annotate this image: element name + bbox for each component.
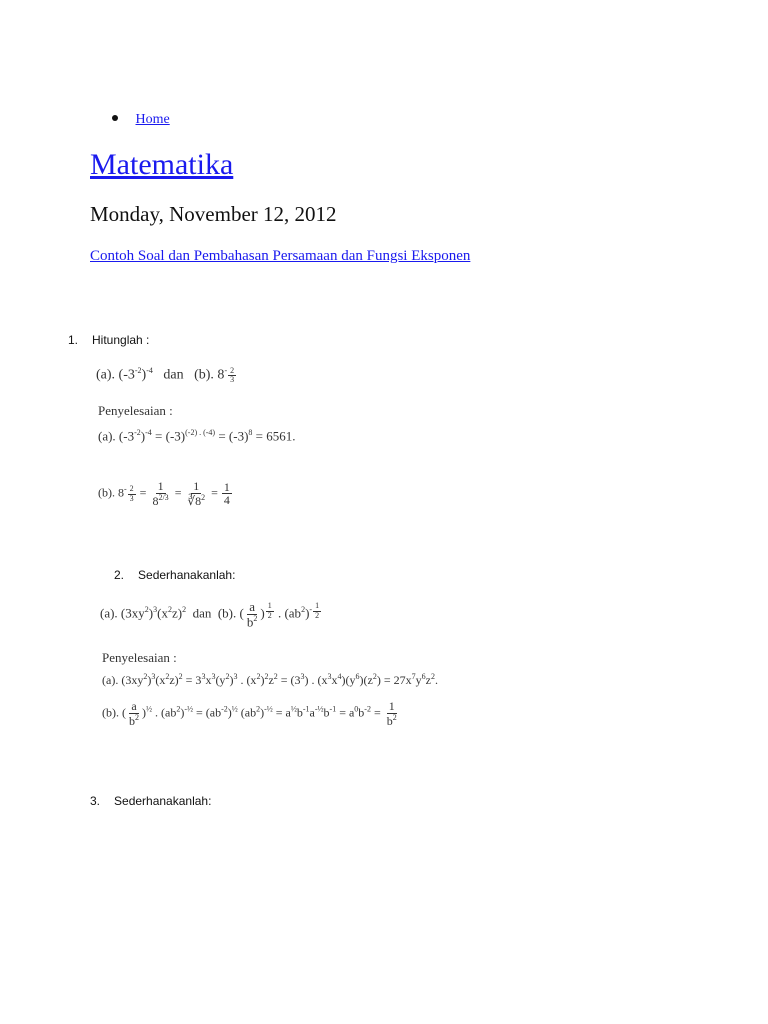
q2-problem: (a). $(3xy^2)^3(x^2z)^2$ dan (b). ( $\frac{a}{b^2}$ ) $^{\frac{1}{2}}$ . $(ab^2)^{- \frac{1}{2}}$ (100, 599, 320, 629)
home-link[interactable]: Home (135, 112, 170, 127)
q1-solution-b: (b). 8- $\frac{2}{3}$ = $\frac{1}{8^{2/3}}$ = $\frac{1}{∛8^2}$ = $\frac{1}{4}$ (98, 479, 230, 508)
q1-problem-b: (b). 8 (194, 367, 225, 383)
q1-sol-a-text: (a). (-3 (98, 428, 135, 444)
q1-problem-a: (a). (-3 (96, 367, 135, 383)
question-2 (114, 568, 235, 582)
q1-fraction-1: $\frac{1}{8^{2/3}}$ (152, 479, 169, 508)
post-date: Monday, November 12, 2012 (90, 202, 337, 226)
post-title (90, 248, 470, 265)
question-3 (90, 794, 211, 808)
question-label: Sederhanakanlah: (138, 568, 236, 582)
q2-sol-a-text: (a). (3xy (102, 673, 144, 687)
question-label: Sederhanakanlah: (114, 794, 212, 808)
q1-sol-a-result: = 6561. (255, 428, 296, 444)
q1-sol-b-label: (b). 8 (98, 485, 124, 500)
q1-exponent-fraction: $\frac{2}{3}$ (230, 366, 235, 385)
blog-title-link[interactable]: Matematika (90, 148, 234, 181)
q1-dan: dan (163, 367, 184, 383)
q2-solution-a: (a). $(3xy^2)^3(x^2z)^2 = 3^3x^3(y^2)^3$ . $(x^2)^2z^2 = (3^3)$ . $(x^3x^4)(y^6)(z^2) = 27x^7y^6z^2$. (102, 672, 438, 687)
q2-sol-a-result: = 27x (383, 673, 412, 687)
q2-problem-a: (a). (3xy (100, 605, 145, 621)
question-label: Hitunglah : (92, 333, 150, 347)
q2-dan: dan (192, 605, 212, 621)
q1-solution-heading: Penyelesaian : (98, 403, 173, 418)
question-number: 1. (68, 333, 79, 347)
q1-solution-a: (a). $(-3^{-2})^{-4} = (-3)^{(-2) . (-4)} = (-3)^8 = 6561$. (98, 428, 296, 444)
q1-fraction-2: $\frac{1}{∛8^2}$ (187, 479, 206, 508)
nav-list (112, 112, 170, 128)
q2-solution-heading: Penyelesaian : (102, 650, 177, 665)
question-number: 2. (114, 568, 125, 582)
q1-problem: (a). $(-3^{-2})^{-4}$ dan (b). 8- $\frac{2}{3}$ (96, 366, 235, 385)
blog-title (90, 148, 233, 182)
q2-solution-b: (b). ( $\frac{a}{b^2}$ )$^{\frac{1}{2}}$ . $(ab^2)^{-\frac{1}{2}} = (ab^{-2})^{\frac{1}{2}}$ $(ab^2)^{-\frac{1}{2}} = a^{\frac{1}{2}}b^{-1}a^{-\frac{1}{2}}b^{-1} = a^0b^{-2}$ = $\frac{1}{b^2}$ (102, 699, 397, 728)
question-1 (68, 333, 149, 347)
q2-fraction-result: $\frac{1}{b^2}$ (386, 699, 397, 728)
question-number: 3. (90, 794, 101, 808)
bullet-icon (112, 115, 118, 121)
q2-sol-b-label: (b). (102, 705, 119, 720)
q1-fraction-result: $\frac{1}{4}$ (223, 479, 230, 508)
q2-problem-b: (b). (217, 605, 237, 621)
post-title-link[interactable]: Contoh Soal dan Pembahasan Persamaan dan Fungsi Eksponen (90, 248, 471, 264)
